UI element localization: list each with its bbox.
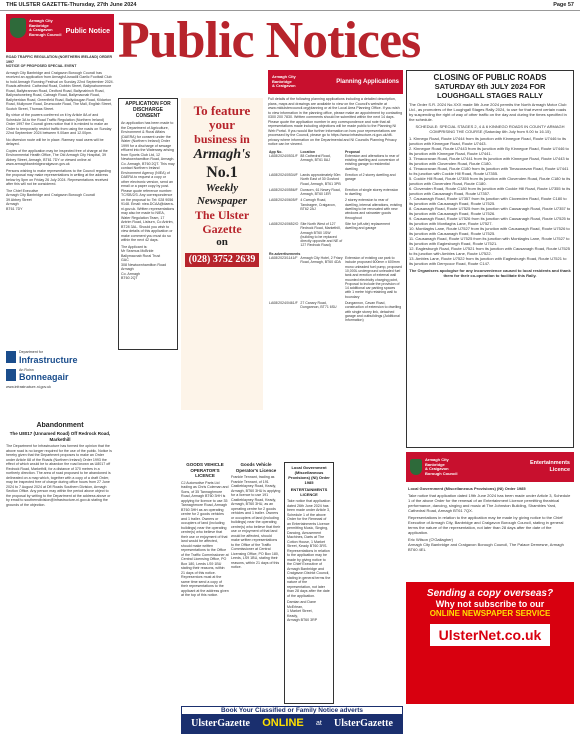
cell-loc: Lands approximately 50m North East of 30 Gosford Road, Armagh, BT61 3PB — [300, 172, 341, 186]
cell-app: LA08/2023/1141/F — [269, 256, 298, 261]
online-label: ONLINE — [262, 717, 304, 729]
road-closure-notice: CLOSING OF PUBLIC ROADS SATURDAY 6th JULY 2024 FOR LOUGHGALL STAGES RALLY The Order S.R. 2024 No.XXX made 5th June 2024 permits the North Armagh Motor Club Ltd., as promoters of the Loughgall Stages Rally 2024, to use for that event certain roads by suspending the right of way of other traffic on the day and during the times specified in the schedule. SCHEDULE: SPECIAL STAGES 2, 4 & 6 KINNEGO ROADS IN COUNTY ARMAGH COMPRISING THE COURSE (Saturday 6th July from 9.00 to 16.15) 1. Kinnego Road, Route U7444 from its junction with Kinnegoe Road, Route U7446 to its junction with Kinnegoe Road, Route U7443. 2. Kinnegoe Road, Route U7443 from its junction with By Kinnegoe Road, Route U7446 to its junction with Kinnegoe Road, Route U7441. 3. Timacoravan Road, Route U7441 from its junction with Kinnegoe Road, Route U7443 to its junction with Clovenden Road, Route C180. 4. Timacoravan Road, Route C180 from its junction with Timacoravan Road, Route U7441 to its junction with Cockle Hill Road, Route U7355. 5. Cockle Hill Road, Route U7355 from its junction with Clovenden Road, Route C180 to its junction with Clovenden Road, Route C180. 6. Clovenden Road, Route C180 from its junction with Cockle Hill Road, Route U7355 to its junction with Causanagh Road, Route U7357. 7. Causanagh Road, Route U7357 from its junction with Clovenden Road, Route C180 to its junction with Causanagh Road, Route U7525. 8. Causanagh Road, Route U7525 from its junction with Causanagh Road, Route U7357 to its junction with Causanagh Road, Route U7526. 9. Causanagh Road, Route U7526 from its junction with Causanagh Road, Route U7525 to its junction with Montiaghs Lane, Route U7527. 10. Montiaghs Lane, Route U7527 from its junction with Causanagh Road, Route U7526 to its junction with Causanagh Road, Route U7525. 11. Causanagh Road, Route U7525 from its junction with Montiaghs Lane, Route U7527 to its junction with Eaglesburgh Road, Route U7521. 12. Eaglesburgh Road, Route U7521 from its junction with Causanagh Road, Route U7525 to its junction with Ambles Lane, Route U7522. 13. Ambles Lane, Route U7522 from its junction with Eaglesburgh Road, Route U7521 to its junction with Derrycoor Road, Route C147. The Organisers apologise for any inconvenience caused to local residents and thank them for their co-operation to facilitate this Rally. — [406, 70, 574, 448]
discharge-consent-notice: APPLICATION FOR DISCHARGE CONSENT An application has been made to the Department of Agriculture, Environment & Rural Affairs (DAERA) for consent under the Water (Northern Ireland) Order 1999 for a discharge of sewage effluent into the Waterway arising from Sports Club Ltd, 12 Newtownhamilton Road, Armagh. Co. Armagh, BT60 2QT. This may contact Northern Ireland Environment Agency (NIEA) of DAERA to request a copy or other electronic version, send an email or a paper copy by post. Please quote reference number: TC/SB/2/3. Any correspondence on the proposal to: Tel: 028 9056 9148. Email: niea.DCAA@daera-ni.gov.uk. Written representations may also be made to NIEA, Water Regulation Team, 17 Antrim Road, Lisburn, Co Antrim, BT28 3AL. Should you wish to view details of this application or make comment you must do so within the next 42 days. The Applicant is: Mr Seamus McBride Ballymacnab Rural Trust GAC 308 Newtownhamilton Road Armagh Co. Armagh BT60 2QT — [118, 98, 178, 350]
abandonment-notice: Abandonment The U8017 (Unnamed Road) Off Redrock Road, Markethill The Department for Infrastructure has formed the opinion that the above road is no longer required for the use of the public. Notice is hereby given that the Department proposes to make an Order under Article 68 of the Roads (Northern Ireland) Order 1993 the effect of which would be to abandon the road known as U8017 off Redrock Road, Markethill, for a distance of 370 metres in a northerly direction. The area of road proposed to be abandoned is delineated on a map which, together with a copy of a draft Order, may be inspected free of charge during office hours from 27 June 2024 to 7 August 2024 at DfI Roads Southern Division, Armagh Section Office. Any person may within the period above object to the proposal by writing to the Department at the address above or by email to southerndivision@infrastructure-ni.gov.uk stating the grounds of the objection. — [6, 422, 112, 507]
road-list-item: 2. Kinnegoe Road, Route U7443 from its junction with By Kinnegoe Road, Route U7446 to its junction with Kinnegoe Road, Route U7441. — [409, 146, 569, 156]
road-list-item: 9. Causanagh Road, Route U7526 from its junction with Causanagh Road, Route U7525 to its junction with Montiaghs Lane, Route U7527. — [409, 216, 571, 226]
road-list-item: 11. Causanagh Road, Route U7525 from its junction with Montiaghs Lane, Route U7527 to its junction with Eaglesburgh Road, Route U7521. — [409, 236, 570, 246]
cell-loc: Dunsorn, 61 Newry Road, Armagh, BT60 1ER — [300, 187, 341, 197]
cell-app: LA08/2024/0534/F — [269, 172, 298, 177]
planning-row — [268, 222, 403, 250]
cell-prop: Dungannon, Cavan Road, construction of extension to dwelling with single storey link, detached garage and outbuildings (Additional Information) — [344, 301, 402, 323]
cell-app: LA08/2024/0652/O — [269, 221, 299, 226]
ulsternet-logo[interactable]: UlsterNet.co.uk — [430, 624, 550, 646]
cell-prop: Erection of 2 storey dwelling and garage — [344, 172, 396, 182]
overseas-promo: Sending a copy overseas? Why not subscribe to our ONLINE NEWSPAPER SERVICE UlsterNet.co.uk — [406, 582, 574, 704]
entertainment-licence-notice-2: Local Government (Miscellaneous Provisions) (NI) Order 1985 Take notice that application dated 19th June 2024 has been made under Article 3, Schedule 1 of the above Order for the renewal of an Entertainment Licence permitting theatrical performance, dancing, singing and music at The Johnston Building, Shambles Yard, Cathedral Road, Armagh BT61 7QX. Representations in relation to the application may be made by giving notice to the Chief Executive of Armagh City, Banbridge and Craigavon Borough Council, stating in general terms the nature of the representation, not later than 28 days after the date of the application. Eric Wilson (O'Gallagher) Armagh City Banbridge and Craigavon Borough Council, The Palace Demesne, Armagh BT60 4EL — [408, 486, 571, 552]
cell-loc: 4 Carrogh Road, Tandragee, Craigavon, BT62 2AJ — [300, 198, 336, 212]
paper-date: THE ULSTER GAZETTE-Thursday, 27th June 2024 — [6, 2, 137, 8]
page-title: Public Notices — [118, 12, 421, 69]
cell-loc: Armagh City Hotel, 2 Friary Road, Armagh, BT60 4DA — [300, 256, 343, 265]
cell-app: LA08/2024/0531/F — [269, 153, 298, 158]
cell-prop: 2 storey extension to rear of dwelling, internal alterations, existing dwelling to be renovated with new windows and rainwater goods throughout — [344, 198, 402, 220]
dfi-logos: Department for Infrastructure An Roinn Bonneagair www.infrastructure-ni.gov.uk — [6, 350, 78, 389]
road-list-item: 1. Kinnego Road, Route U7444 from its junction with Kinnegoe Road, Route U7446 to its junction with Kinnegoe Road, Route U7443. — [409, 136, 566, 146]
cell-app: LA08/2024/0605/F — [269, 198, 298, 203]
readvert-row — [268, 301, 403, 324]
road-list-item: 12. Eaglesburgh Road, Route U7521 from its junction with Causanagh Road, Route U7525 to its junction with Ambles Lane, Route U7522. — [409, 246, 570, 256]
cell-prop: Extension and alterations to rear of existing dwelling and conversion of existing garage to residential dwelling — [344, 153, 400, 171]
goods-vehicle-notice-1: GOODS VEHICLE OPERATOR'S LICENCE CJ Automotive Parts Ltd trading as Chris Coleman and Sons, of 35 Tannaghmore Road, Armagh BT60 3HH is applying for licence to use 35 Tannaghmore Road, Armagh BT60 3HH as an operating centre for 2 goods vehicles and 1 trailer. Owners or occupiers of land (including buildings) near the operating centre(s) who believe that their use or enjoyment of that land would be affected, should make written representations to the Office of the Traffic Commissioner at Central Licensing Office, PO Box 180, Leeds LS9 1BU stating their reasons, within 21 days of this notice. Representors must at the same time send a copy of their representations to the applicant at the address given at the top of this notice. — [181, 462, 229, 597]
planning-applications: Full details of the following planning applications including a detailed description, plans, maps and drawings are available to view on the Council's website at www.midulstercouncil.org/planning or at the Local Area Planning Office. If you wish to view information in the planning office, please make an appointment by contacting 0300 200 7830. Written comments should be submitted within the next 14 days. Please quote the application number in any correspondence and note that all representations made including objections will be made public to the Planning NI Web Portal. If you would like further information on how your representations are processed by the Council, please go to https://www.infrastructure-ni.gov.uk/dfi-privacy where information on the Departmental and NI Councils Planning Privacy notice can be viewed. App No. Location Proposal LA08/2024/0531/F 88 Cathedral Road, Armagh, BT61 8AJ Extension and alterations to rear of existing dwelling and conversion of existing garage to residential dwelling LA08/2024/0534/F Lands approximately 50m North East of 30 Gosford Road, Armagh, BT61 3PB Erection of 2 storey dwelling and garage LA08/2024/0556/F Dunsorn, 61 Newry Road, Armagh, BT60 1ER Erection of single storey extension to dwelling LA08/2024/0605/F 4 Carrogh Road, Tandragee, Craigavon, BT62 2AJ 2 storey extension to rear of dwelling, internal alterations, existing dwelling to be renovated with new windows and rainwater goods throughout LA08/2024/0652/O Site North West of 127 Redrock Road, Markethill, Armagh BT60 1SW (building to be replaced directly opposite and NE of 127 Redrock Road) Site for (off-site) replacement dwelling and garage Re-advertisements LA08/2023/1141/F Armagh City Hotel, 2 Friary Road, Armagh, BT60 4DA Extension of existing car park to include proposed 600mm x 600mm mono unleaded fuel pump, proposed 10,000L underground unleaded fuel tank and erection of external wall mounted electricity charging point, Proposal to include the provision of 14 additional car parking spaces with 1 metre high retaining wall to boundary LA08/2024/0461/F 27 Canary Road, Dungannon, BT71 6SU Dungannon, Cavan Road, construction of extension to dwelling with single storey link, detached garage and outbuildings (Additional Information) — [268, 97, 403, 459]
crest-icon-2 — [410, 459, 422, 475]
advert-phone[interactable]: (028) 3752 2639 — [185, 253, 259, 267]
road-list-item: 13. Ambles Lane, Route U7522 from its junction with Eaglesburgh Road, Route U7521 to its junction with Derrycoor Road, Route C147. — [409, 256, 567, 266]
planning-row — [268, 198, 403, 221]
road-traffic-notice: ROAD TRAFFIC REGULATION (NORTHERN IRELAND) ORDER 1997 NOTICE OF PROPOSED SPECIAL EVENT Armagh City Banbridge and Craigavon Borough Council has received an application from Armagh/Lisnadill Gaelic Football Club to hold Armagh Running Festival on Sunday 22nd September 2024. Roads affected: Cathedral Road, Dobbin Street, Ballynahonemore Road, Ballybrannan Road, Dedford Road, Ballynahinch Road, Ballynahonebeg Road, Cabragh Road, Ballymacnab Road, Ballyheridan Road, Greenfield Road, Ballydougan Road, Kildarton Road, Mullynure Road, Drumcoote Road, The Mall, English Street, Scotch Street, Thomas Street. By virtue of the powers conferred on it by Article 8A of and Schedule 3A to the Road Traffic Regulation (Northern Ireland) Order 1997 the Council gives notice that it is minded to make an Order to temporarily restrict traffic from using the roads on Sunday 22nd September 2024 between 9.00am and 12.00pm. No diversion route will be in place. Ramsey road users will be delayed. Copies of the application may be inspected free of charge at the Environmental Health Office, The Old Armagh City Hospital, 39 Abbey Street, Armagh, BT61 7DY or viewed online at www.armaghbanbridgecraigavon.gov.uk Persons wishing to make representations to the Council regarding the proposal may make representations in writing at the address below by 5pm on Friday 26 July 2024. Representations received after this will not be considered. The Chief Executive Armagh City Banbridge and Craigavon Borough Council 39 Abbey Street Armagh BT61 7DY — [6, 55, 114, 211]
crest-icon — [10, 18, 26, 38]
road-list-item: 4. Timacoravan Road, Route C180 from its junction with Timacoravan Road, Route U7441 to its junction with Cockle Hill Road, Route U7355. — [409, 166, 569, 176]
council-logo: Armagh City Banbridge & Craigavon Borough Council — [6, 14, 114, 42]
cell-prop: Site for (off-site) replacement dwelling and garage — [344, 221, 391, 231]
planning-table: App No. Location Proposal LA08/2024/0531/F 88 Cathedral Road, Armagh, BT61 8AJ Extension and alterations to rear of existing dwelling and conversion of existing garage to residential dwelling LA08/2024/0534/F Lands approximately 50m North East of 30 Gosford Road, Armagh, BT61 3PB Erection of 2 storey dwelling and garage LA08/2024/0556/F Dunsorn, 61 Newry Road, Armagh, BT60 1ER Erection of single storey extension to dwelling LA08/2024/0605/F 4 Carrogh Road, Tandragee, Craigavon, BT62 2AJ 2 storey extension to rear of dwelling, internal alterations, existing dwelling to be renovated with new windows and rainwater goods throughout LA08/2024/0652/O Site North West of 127 Redrock Road, Markethill, Armagh BT60 1SW (building to be replaced directly opposite and NE of 127 Redrock Road) Site for (off-site) replacement dwelling and garage Re-advertisements LA08/2023/1141/F Armagh City Hotel, 2 Friary Road, Armagh, BT60 4DA Extension of existing car park to include proposed 600mm x 600mm mono unleaded fuel pump, proposed 10,000L underground unleaded fuel tank and erection of external wall mounted electricity charging point, Proposal to include the provision of 14 additional car parking spaces with 1 metre high retaining wall to boundary LA08/2024/0461/F 27 Canary Road, Dungannon, BT71 6SU Dungannon, Cavan Road, construction of extension to dwelling with single storey link, detached garage and outbuildings (Additional Information) — [268, 150, 403, 325]
cell-loc: Site North West of 127 Redrock Road, Markethill, Armagh BT60 1SW (building to be replaced directly opposite and NE of 127 Redrock Road) — [300, 221, 343, 248]
planning-row — [268, 154, 403, 173]
planning-header: Armagh City Banbridge & Craigavon Planning Applications — [268, 70, 403, 94]
road-list-item: 5. Cockle Hill Road, Route U7355 from its junction with Clovenden Road, Route C180 to its junction with Clovenden Road, Route C180. — [409, 176, 571, 186]
cell-loc: 27 Canary Road, Dungannon, BT71 6SU — [300, 301, 337, 310]
page-header — [0, 0, 580, 11]
ulster-gazette-logo-left: UlsterGazette — [191, 717, 250, 729]
cell-loc: 88 Cathedral Road, Armagh, BT61 8AJ — [300, 153, 331, 163]
planning-row — [268, 173, 403, 188]
road-list-item: 7. Causanagh Road, Route U7357 from its junction with Clovenden Road, Route C180 to its junction with Causanagh Road, Route U7525. — [409, 196, 567, 206]
dfi-crest-icon — [6, 351, 16, 363]
entertainment-licence-notice-1: Local Government (Miscellaneous Provisions) (NI) Order 1985 ENTERTAINMENTS LICENCE Take notice that application dated 26th June 2024 has been made under Article 3, Schedule 1 of the above Order for the Renewal of an Entertainments Licence permitting Music, Singing, Dancing, Amusement Machines, Darts at The Cotton House, 1 Market Street, Keady BT60 3RS. Representations in relation to the application may be made by giving notice to the Chief Executive of Armagh Banbridge and Craigavon District Council, stating in general terms the nature of the representation, not later than 28 days after the date of the application. Damian and Dane McErlean, 1 Market Street, Keady, Armagh BT60 3RP — [284, 462, 334, 704]
cell-app: LA08/2024/0461/F — [269, 301, 298, 305]
page-number: Page 57 — [553, 2, 574, 8]
road-list-item: 3. Timacoravan Road, Route U7441 from its junction with Kinnegoe Road, Route U7443 to its junction with Clovenden Road, Route C180. — [409, 156, 570, 166]
booking-banner: Book Your Classified or Family Notice adverts UlsterGazette ONLINE at UlsterGazette — [181, 706, 403, 734]
council-header — [6, 14, 114, 52]
advertise-promo: To feature your business in Armagh's No.1 Weekly Newspaper The Ulster Gazette on (028) 3752 2639 — [181, 98, 263, 410]
cell-app: LA08/2024/0556/F — [269, 187, 298, 192]
road-list-item: 10. Montiaghs Lane, Route U7527 from its junction with Causanagh Road, Route U7526 to its junction with Causanagh Road, Route U7525. — [409, 226, 570, 236]
dfi-crest-icon-2 — [6, 369, 16, 381]
goods-vehicle-notice-2: Goods Vehicle Operator's Licence Frankie Tennant, trading as Frankie Tennant, of 191 Castleblayney Road, Keady, Armagh, BT60 3HU is applying for a licence to use 191 Castleblayney Road, Keady, Armagh, BT60 3HU, as an operating centre for 2 goods vehicles and 1 trailer. Owners or occupiers of land (including buildings) near the operating centre(s) who believe that their use or enjoyment of that land would be affected, should make written representations to the Office of the Traffic Commissioner at Central Licensing Office, PO Box 180, Leeds, LS9 1BU, stating their reasons, within 21 days of this notice. — [231, 462, 281, 569]
planning-council-logo: Armagh City Banbridge & Craigavon — [272, 74, 296, 89]
cell-prop: Erection of single storey extension to dwelling — [344, 187, 399, 197]
ent-licence-header: Armagh City Banbridge & Craigavon Borough Council Entertainments Licence — [406, 452, 574, 482]
cell-prop: Extension of existing car park to include proposed 600mm x 600mm mono unleaded fuel pump, proposed 10,000L underground unleaded fuel tank and erection of external wall mounted electricity charging point, Proposal to include the provision of 14 additional car parking spaces with 1 metre high retaining wall to boundary — [344, 256, 402, 299]
planning-row — [268, 188, 403, 199]
ulster-gazette-logo-right: UlsterGazette — [334, 717, 393, 729]
road-list-item: 6. Clovenden Road, Route C180 from its junction with Cockle Hill Road, Route U7355 to its junction with Causanagh Road, Route U7357. — [409, 186, 571, 196]
readvert-row — [268, 256, 403, 301]
section-label: Public Notice — [65, 28, 110, 35]
road-list-item: 8. Causanagh Road, Route U7525 from its junction with Causanagh Road, Route U7357 to its junction with Causanagh Road, Route U7526. — [409, 206, 571, 216]
